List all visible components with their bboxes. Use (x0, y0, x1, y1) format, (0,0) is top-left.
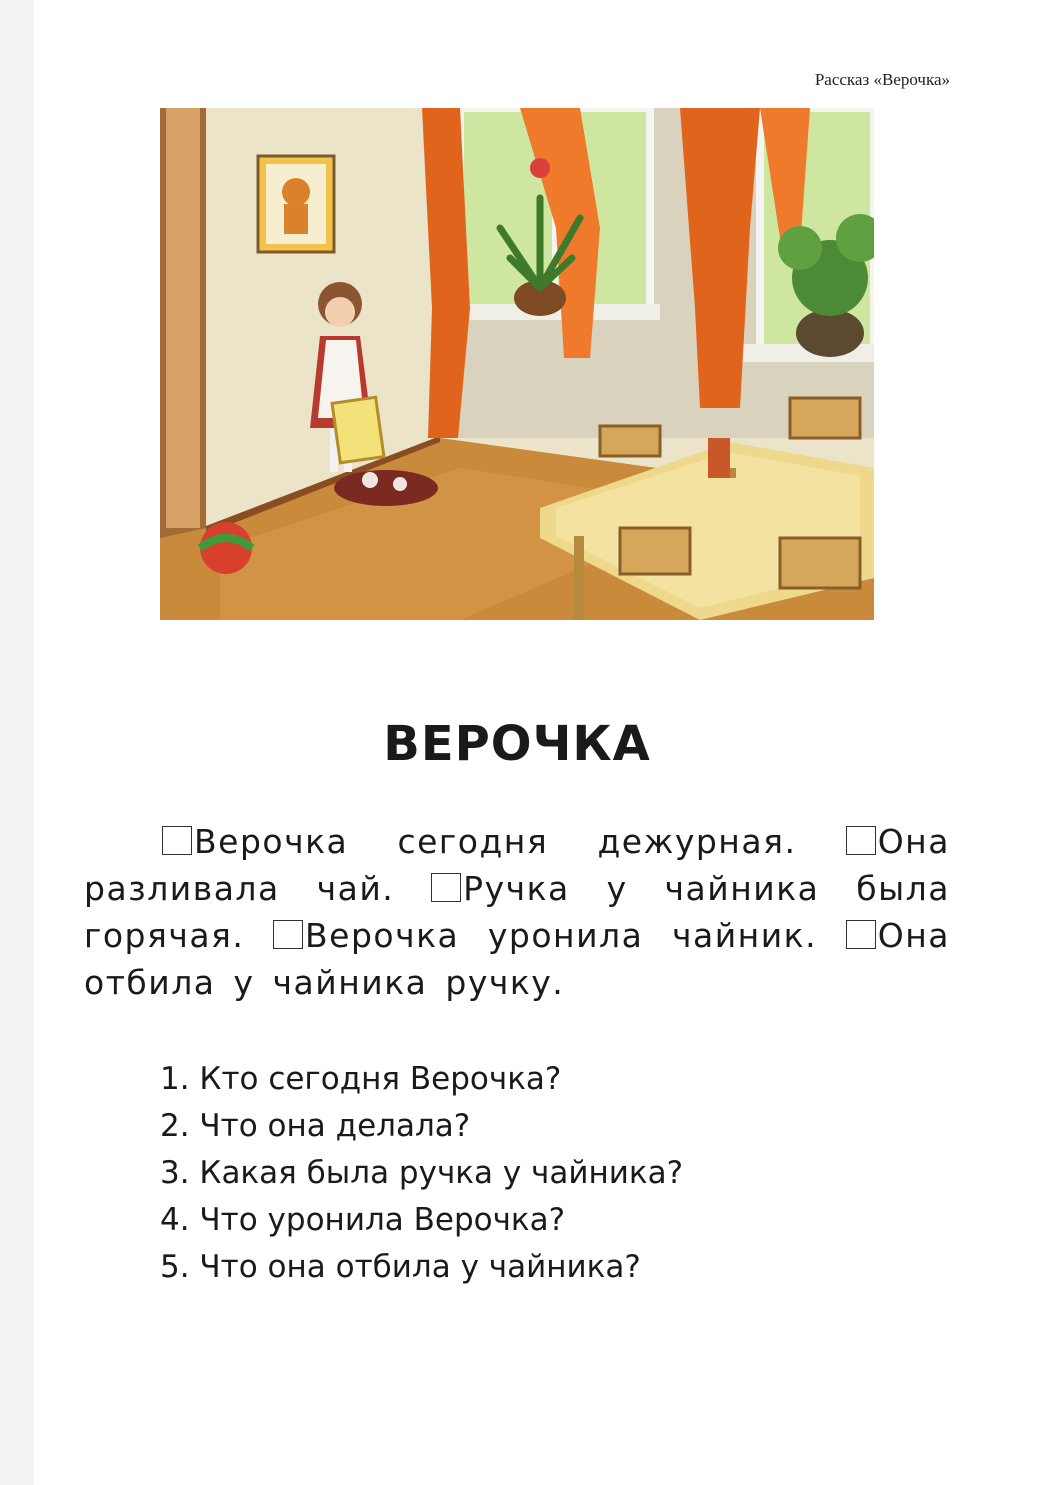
question-item: 5. Что она отбила у чайника? (160, 1249, 641, 1285)
story-text (84, 818, 950, 1006)
classroom-illustration (160, 108, 874, 620)
story-sentence-4: Верочка уронила чайник. (305, 916, 818, 955)
classroom-illustration-icon (160, 108, 874, 620)
question-item: 2. Что она делала? (160, 1108, 471, 1144)
story-sentence-5: Она отбила у чайника ручку. (84, 916, 950, 1002)
question-item: 3. Какая была ручка у чайника? (160, 1155, 684, 1191)
story-sentence-3: Ручка у чайника была горячая. (84, 869, 950, 955)
story-sentence-2: Она разливала чай. (84, 822, 950, 908)
question-item: 4. Что уронила Верочка? (160, 1202, 566, 1238)
question-item: 1. Кто сегодня Верочка? (160, 1061, 562, 1097)
sentence-checkbox[interactable] (846, 826, 876, 855)
sentence-checkbox[interactable] (273, 920, 303, 949)
sentence-checkbox[interactable] (431, 873, 461, 902)
story-title: ВЕРОЧКА (383, 716, 651, 772)
sentence-checkbox[interactable] (162, 826, 192, 855)
question-list (160, 1056, 683, 1291)
sentence-checkbox[interactable] (846, 920, 876, 949)
story-sentence-1: Верочка сегодня дежурная. (194, 822, 797, 861)
running-title: Рассказ «Верочка» (814, 70, 950, 89)
